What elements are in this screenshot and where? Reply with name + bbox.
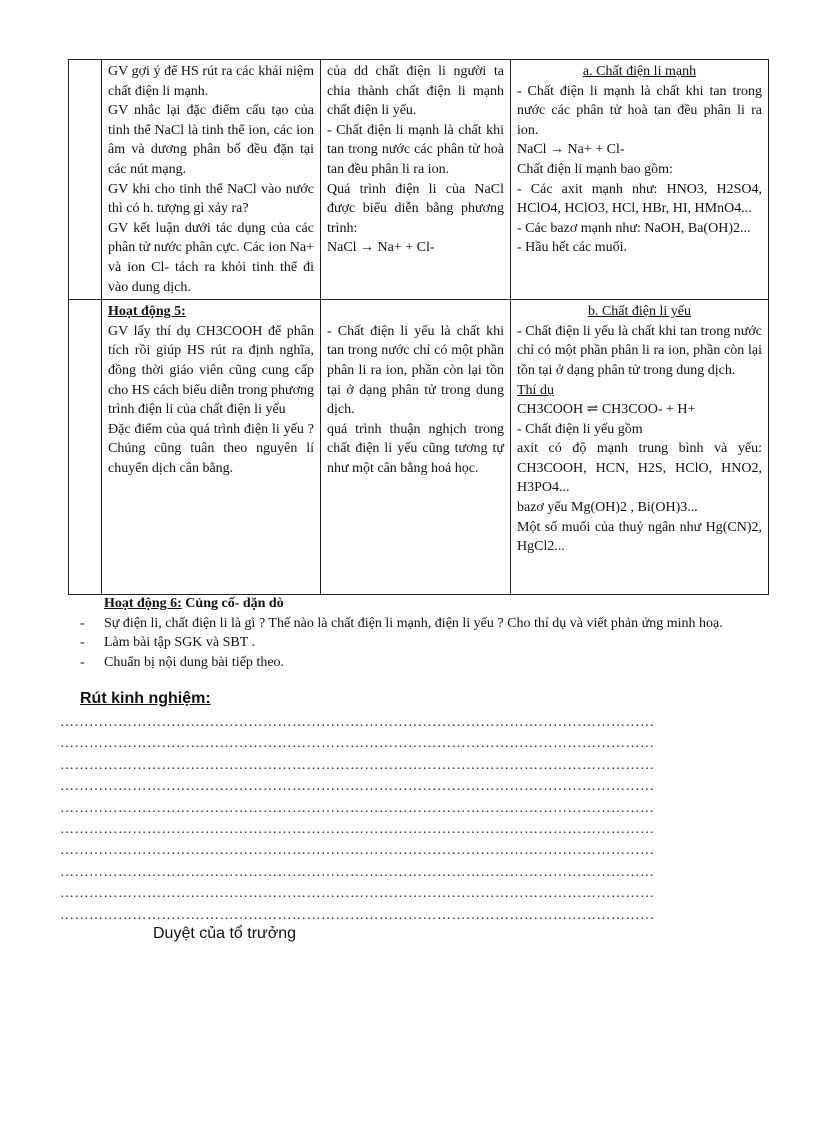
row1-teacher-line: GV khi cho tinh thể NaCl vào nước thì có h. tượng gì xảy ra? [108, 181, 314, 217]
example-label: Thí dụ [517, 382, 554, 398]
row2-teacher-line: GV lấy thí dụ CH3COOH để phân tích rồi giúp HS rút ra định nghĩa, đồng thời giáo viên cũng cung cấp cho HS cách biểu diễn trong phương trình điện li của chất điện li yếu [108, 323, 314, 418]
dotted-line: …………………………………………………………………………………………………………… [60, 843, 655, 859]
row2-content-line: - Chất điện li yếu gồm [517, 421, 643, 437]
row1-teacher-line: GV nhắc lại đặc điểm cấu tạo của tinh thể NaCl là tinh thể ion, các ion âm và dương phân bố đều đặn tại các nút mạng. [108, 103, 314, 177]
row2-index-cell [69, 300, 102, 595]
row1-index-cell [69, 60, 102, 300]
row1-content-line: - Các bazơ mạnh như: NaOH, Ba(OH)2... [517, 220, 751, 236]
table-row [69, 60, 769, 300]
row1-content-cell [511, 60, 769, 300]
dotted-line: …………………………………………………………………………………………………………… [60, 779, 655, 795]
row2-content-line: - Chất điện li yếu là chất khi tan trong nước chỉ có một phần phân li ra ion, phần còn lại tồn tại ở dạng phân tử trong dung dịch. [517, 323, 762, 378]
bullet-dash: - [80, 654, 85, 670]
strong-electrolyte-heading: a. Chất điện li mạnh [582, 64, 697, 79]
list-item [80, 633, 778, 653]
table-row [69, 300, 769, 595]
list-item [80, 653, 778, 673]
dotted-line: …………………………………………………………………………………………………………… [60, 800, 655, 816]
dotted-line: …………………………………………………………………………………………………………… [60, 821, 655, 837]
row2-teacher-line: Đặc điểm của quá trình điện li yếu ? Chúng cũng tuân theo nguyên lí chuyển dịch cân bằng. [108, 421, 314, 476]
row1-student-cell [321, 60, 511, 300]
row1-content-line: - Các axit mạnh như: HNO3, H2SO4, HClO4, HClO3, HCl, HBr, HI, HMnO4... [517, 181, 762, 217]
dotted-line: …………………………………………………………………………………………………………… [60, 886, 655, 902]
head-approval-signature: Duyệt của tổ trưởng [153, 925, 297, 942]
row2-student-line: - Chất điện li yếu là chất khi tan trong nước chỉ có một phần phân li ra ion, phần còn lại tồn tại ở dạng phân tử trong dung dịch. [327, 323, 504, 418]
dotted-line: …………………………………………………………………………………………………………… [60, 864, 655, 880]
row2-content-cell [511, 300, 769, 595]
row2-content-line: axit có độ mạnh trung bình và yếu: CH3COOH, HCN, H2S, HClO, HNO2, H3PO4... [517, 441, 762, 496]
row2-content-line: CH3COOH ⇌ CH3COO- + H+ [517, 402, 696, 418]
row2-teacher-cell [102, 300, 321, 595]
review-dotted-lines [60, 712, 760, 926]
row1-teacher-cell [102, 60, 321, 300]
activity6-section [80, 594, 778, 672]
row1-content-line: - Hầu hết các muối. [517, 240, 628, 256]
dotted-line: …………………………………………………………………………………………………………… [60, 736, 655, 752]
row1-student-line: Quá trình điện li của NaCl được biểu diễn bằng phương trình: [327, 181, 504, 236]
row2-content-line: Một số muối của thuỷ ngân như Hg(CN)2, HgCl2... [517, 519, 762, 555]
activity6-item: Chuẩn bị nội dung bài tiếp theo. [104, 654, 285, 670]
row1-student-line: NaCl → Na+ + Cl- [327, 240, 435, 256]
dotted-line: …………………………………………………………………………………………………………… [60, 907, 655, 923]
activity6-item: Làm bài tập SGK và SBT . [104, 635, 256, 651]
row1-content-line: NaCl → Na+ + Cl- [517, 142, 625, 158]
dotted-line: …………………………………………………………………………………………………………… [60, 715, 655, 730]
activity6-item: Sự điện li, chất điện li là gì ? Thế nào là chất điện li mạnh, điện li yếu ? Cho thí dụ và viết phản ứng minh hoạ. [104, 615, 723, 631]
row1-student-line: - Chất điện li mạnh là chất khi tan trong nước các phân tử hoà tan đều phân li ra ion. [327, 122, 504, 177]
row1-student-line: của dd chất điện li người ta chia thành chất điện li mạnh chất điện li yếu. [327, 64, 504, 119]
row1-teacher-line: GV gợi ý để HS rút ra các khái niệm chất điện li mạnh. [108, 64, 314, 99]
activity6-subtitle: Củng cố- dặn dò [185, 596, 284, 611]
bullet-dash: - [80, 635, 85, 651]
row1-content-line: Chất điện li mạnh bao gồm: [517, 161, 673, 177]
dotted-line: …………………………………………………………………………………………………………… [60, 757, 655, 773]
row1-content-line: - Chất điện li mạnh là chất khi tan trong nước các phân tử hoà tan đều phân li ra ion. [517, 83, 762, 138]
row2-content-line: bazơ yếu Mg(OH)2 , Bi(OH)3... [517, 500, 698, 516]
activity6-title: Hoạt động 6: [104, 596, 182, 611]
bullet-dash: - [80, 615, 85, 631]
row2-student-line: quá trình thuận nghịch trong chất điện li yếu cũng tương tự như một cân bằng hoá học. [327, 421, 504, 476]
review-title: Rút kinh nghiệm: [80, 690, 211, 707]
activity5-title: Hoạt động 5: [108, 304, 186, 320]
row1-teacher-line: GV kết luận dưới tác dụng của các phân tử nước phân cực. Các ion Na+ và ion Cl- tách ra khỏi tinh thể đi vào dung dịch. [108, 220, 315, 295]
lesson-table [68, 59, 769, 595]
weak-electrolyte-heading: b. Chất điện li yếu [587, 304, 692, 320]
list-item [80, 614, 778, 634]
row2-student-cell [321, 300, 511, 595]
